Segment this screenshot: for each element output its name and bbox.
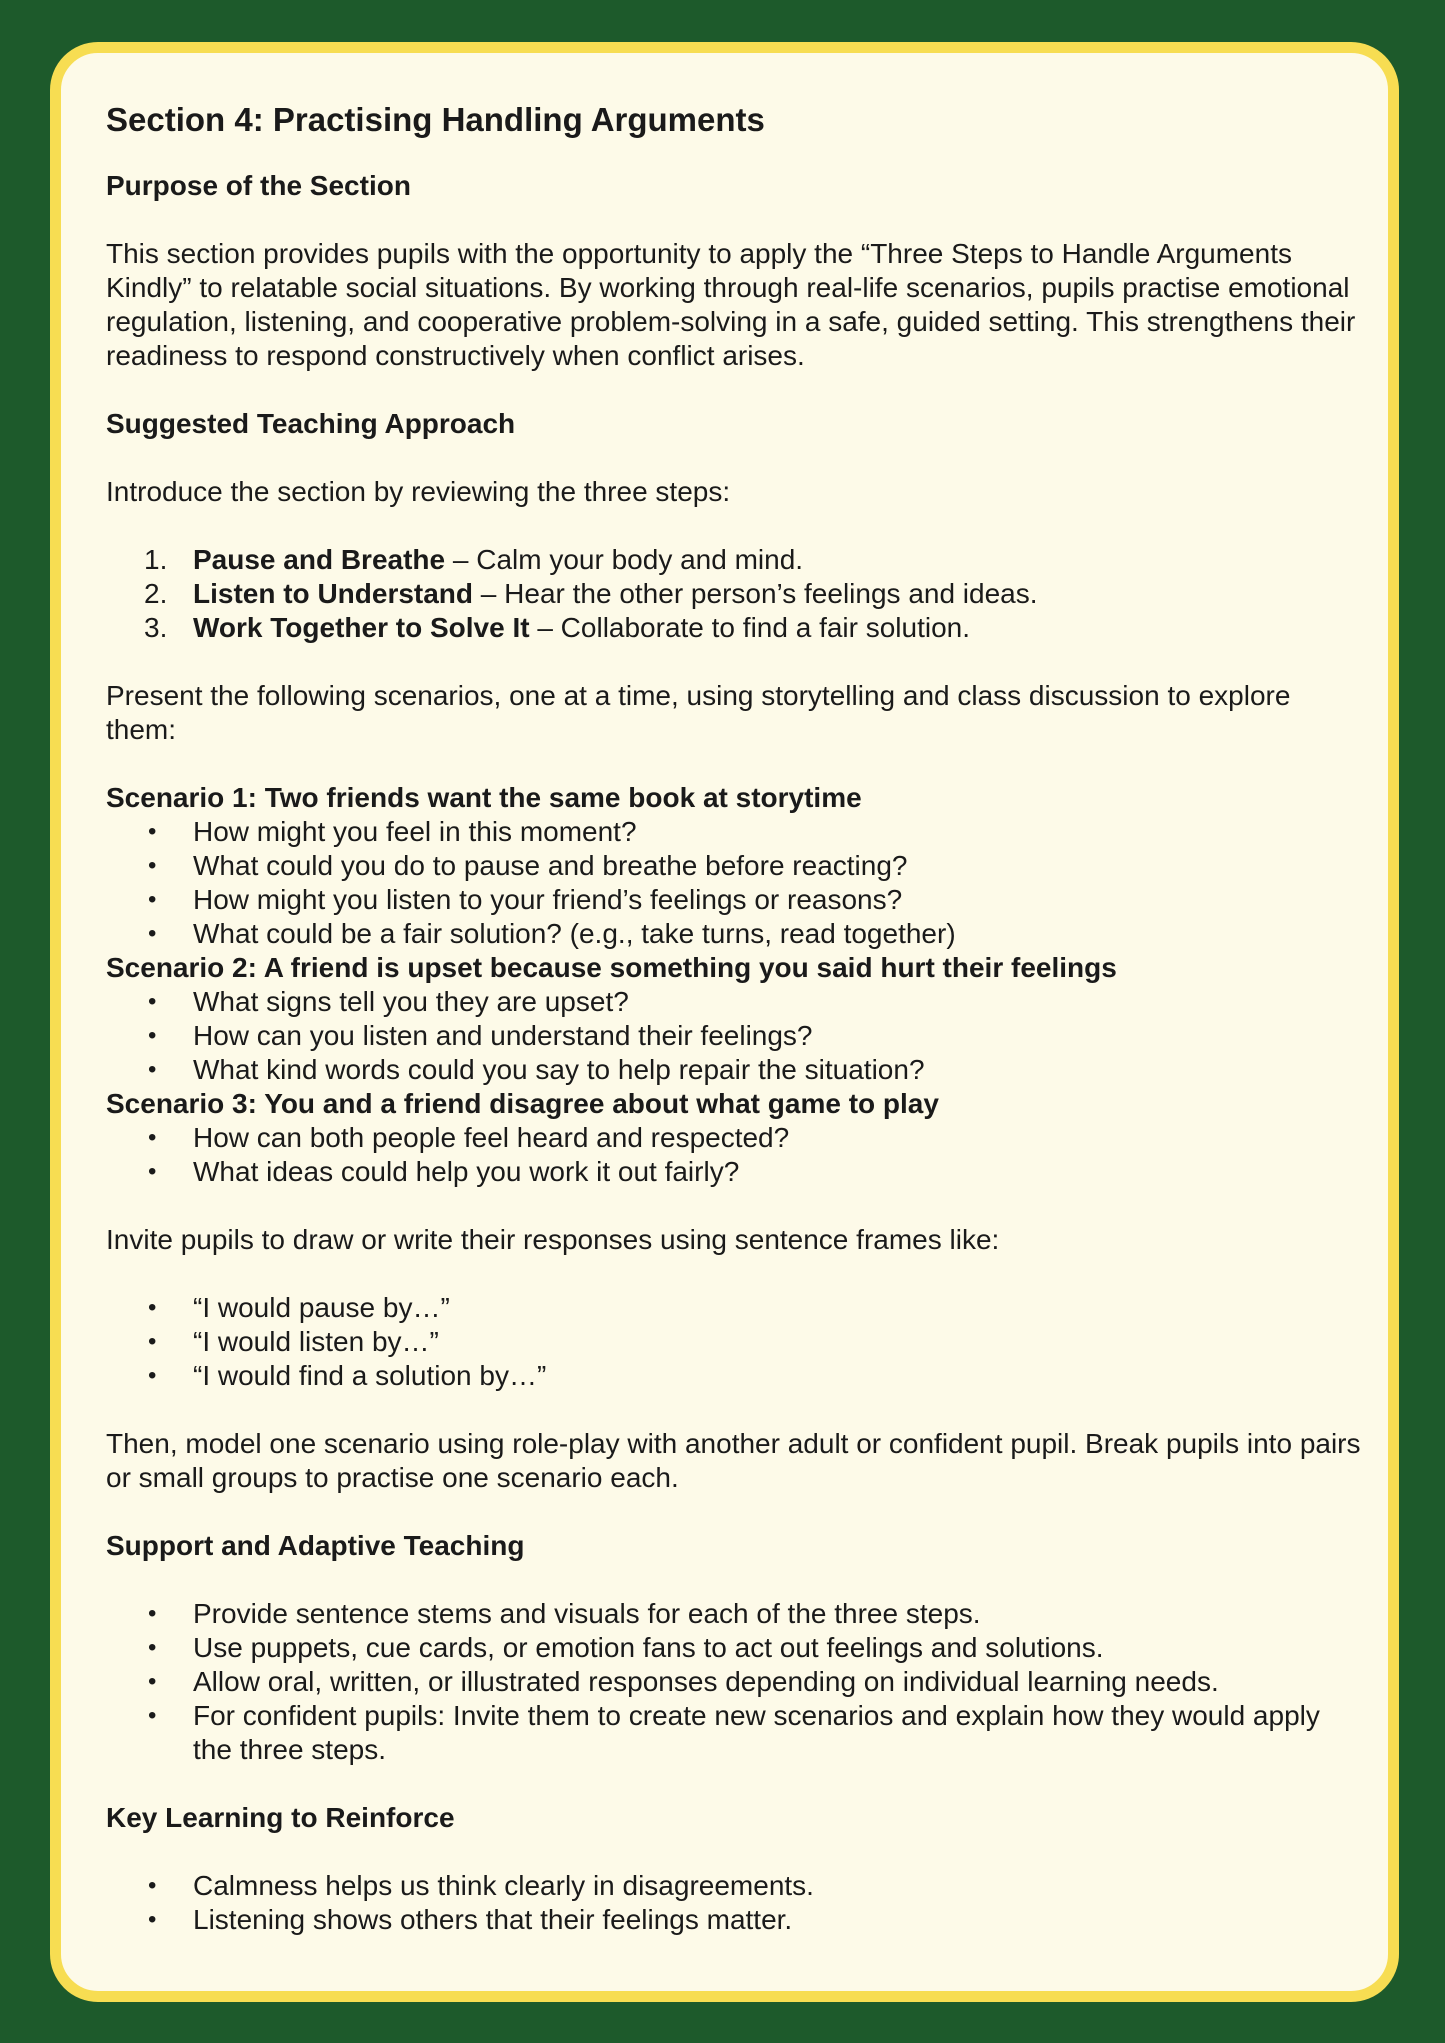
- step-desc: – Collaborate to find a fair solution.: [529, 612, 971, 643]
- purpose-heading: Purpose of the Section: [106, 170, 411, 201]
- bullet-icon: •: [148, 1906, 157, 1933]
- list-item: • What ideas could help you work it out fairly?: [148, 1156, 740, 1187]
- bullet-icon: •: [148, 920, 157, 947]
- bullet-icon: •: [148, 988, 157, 1015]
- list-item: • How might you feel in this moment?: [148, 816, 637, 847]
- approach-heading: Suggested Teaching Approach: [106, 408, 516, 439]
- list-item: • Allow oral, written, or illustrated responses depending on individual learning needs.: [148, 1666, 1219, 1697]
- bullet-icon: •: [148, 886, 157, 913]
- bullet-icon: •: [148, 818, 157, 845]
- list-item: • What kind words could you say to help repair the situation?: [148, 1054, 925, 1085]
- bullet-icon: •: [148, 1702, 157, 1729]
- bullet-icon: •: [148, 1668, 157, 1695]
- step-number: 1.: [144, 544, 168, 575]
- scenario-2-title: Scenario 2: A friend is upset because something you said hurt their feelings: [106, 952, 1117, 983]
- key-learning-list: [106, 1869, 1366, 1937]
- scenario-3-questions: [106, 1121, 1366, 1189]
- list-item: • Use puppets, cue cards, or emotion fans to act out feelings and solutions.: [148, 1632, 1104, 1663]
- bullet-icon: •: [148, 1022, 157, 1049]
- list-item: • For confident pupils: Invite them to create new scenarios and explain how they would apply the three steps.: [148, 1700, 1320, 1765]
- document-content: [106, 98, 1366, 1937]
- bullet-icon: •: [148, 1872, 157, 1899]
- list-item: • Calmness helps us think clearly in disagreements.: [148, 1870, 814, 1901]
- frames-intro: Invite pupils to draw or write their responses using sentence frames like:: [106, 1224, 1000, 1255]
- steps-list: [106, 543, 1366, 645]
- approach-intro: Introduce the section by reviewing the three steps:: [106, 476, 731, 507]
- scenario-1-title: Scenario 1: Two friends want the same book at storytime: [106, 782, 862, 813]
- bullet-icon: •: [148, 1124, 157, 1151]
- page-title: Section 4: Practising Handling Arguments: [106, 101, 765, 138]
- key-learning-heading: Key Learning to Reinforce: [106, 1802, 455, 1833]
- list-item: • “I would find a solution by…”: [148, 1360, 547, 1391]
- step-item: [106, 611, 1366, 645]
- list-item: • What could be a fair solution? (e.g., take turns, read together): [148, 918, 956, 949]
- step-desc: – Hear the other person’s feelings and ideas.: [473, 578, 1038, 609]
- list-item: • How might you listen to your friend’s feelings or reasons?: [148, 884, 903, 915]
- step-item: [106, 577, 1366, 611]
- sentence-frames-list: [106, 1291, 1366, 1393]
- list-item: • How can both people feel heard and respected?: [148, 1122, 790, 1153]
- scenario-2-questions: [106, 985, 1366, 1087]
- support-list: [106, 1597, 1366, 1767]
- support-heading: Support and Adaptive Teaching: [106, 1530, 525, 1561]
- scenario-3-title: Scenario 3: You and a friend disagree about what game to play: [106, 1088, 939, 1119]
- bullet-icon: •: [148, 1600, 157, 1627]
- step-number: 2.: [144, 578, 168, 609]
- bullet-icon: •: [148, 1362, 157, 1389]
- list-item: • “I would pause by…”: [148, 1292, 450, 1323]
- list-item: • What could you do to pause and breathe before reacting?: [148, 850, 908, 881]
- list-item: • “I would listen by…”: [148, 1326, 439, 1357]
- list-item: • Listening shows others that their feelings matter.: [148, 1904, 793, 1935]
- step-title: Pause and Breathe: [193, 544, 446, 575]
- bullet-icon: •: [148, 1056, 157, 1083]
- scenarios-intro: Present the following scenarios, one at a time, using storytelling and class discussion to explore them:: [106, 680, 1291, 745]
- step-title: Listen to Understand: [193, 578, 474, 609]
- list-item: • Provide sentence stems and visuals for each of the three steps.: [148, 1598, 981, 1629]
- roleplay-text: Then, model one scenario using role-play with another adult or confident pupil. Break pupils into pairs or small groups to practise one scenario each.: [106, 1428, 1361, 1493]
- step-desc: – Calm your body and mind.: [445, 544, 804, 575]
- bullet-icon: •: [148, 1328, 157, 1355]
- scenario-1-questions: [106, 815, 1366, 951]
- bullet-icon: •: [148, 1634, 157, 1661]
- bullet-icon: •: [148, 1294, 157, 1321]
- list-item: • What signs tell you they are upset?: [148, 986, 629, 1017]
- step-title: Work Together to Solve It: [193, 612, 530, 643]
- bullet-icon: •: [148, 852, 157, 879]
- step-number: 3.: [144, 612, 168, 643]
- bullet-icon: •: [148, 1158, 157, 1185]
- purpose-text: This section provides pupils with the opportunity to apply the “Three Steps to Handle Arguments Kindly” to relatable social situations. By working through real-life scenarios, pupils practise emotional regulation, listening, and cooperative problem-solving in a safe, guided setting. This strengthens their readiness to respond constructively when conflict arises.: [106, 238, 1356, 371]
- step-item: [106, 543, 1366, 577]
- list-item: • How can you listen and understand their feelings?: [148, 1020, 813, 1051]
